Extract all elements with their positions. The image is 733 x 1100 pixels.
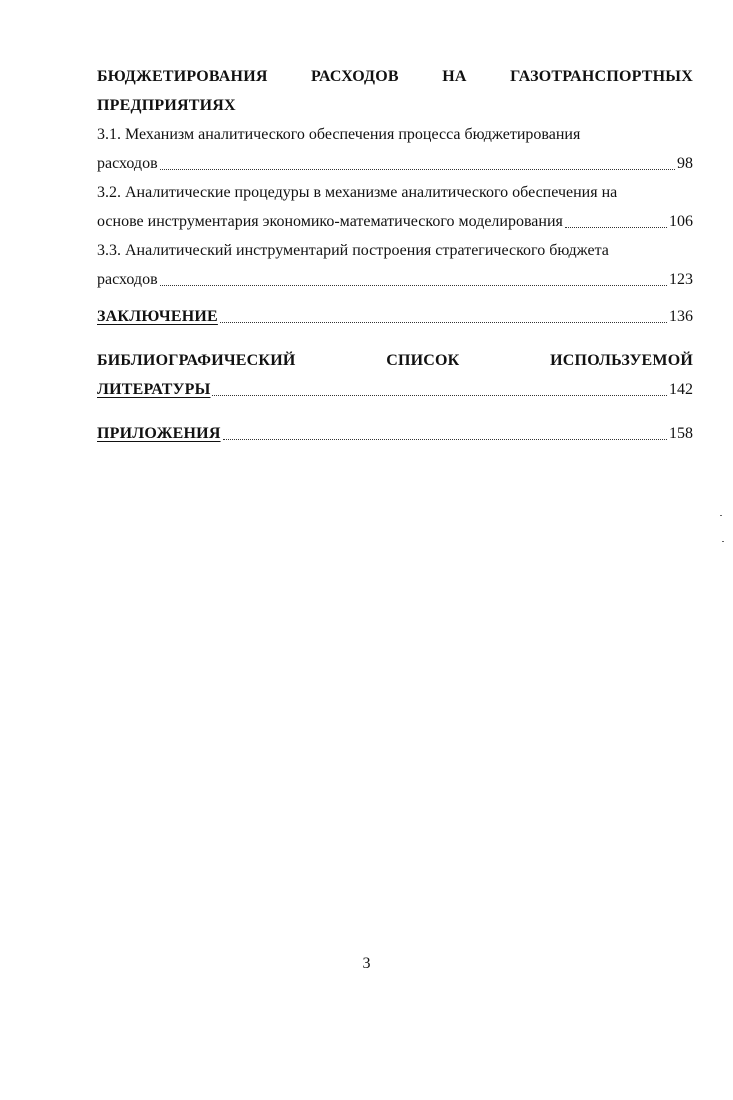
- toc-conclusion-title: ЗАКЛЮЧЕНИЕ: [97, 308, 218, 325]
- toc-bibliography-line1: [97, 350, 693, 372]
- toc-appendix: [97, 423, 693, 445]
- toc-conclusion: [97, 306, 693, 328]
- toc-page-number: 123: [669, 271, 693, 288]
- page-number: 3: [362, 955, 371, 972]
- toc-entry-3-2-leader: [97, 211, 693, 233]
- dot-leader: [160, 169, 675, 170]
- toc-page-number: 158: [669, 425, 693, 442]
- toc-bibliography-leader: [97, 379, 693, 401]
- chapter-heading-line2: ПРЕДПРИЯТИЯХ: [97, 97, 236, 114]
- dot-leader: [160, 285, 667, 286]
- toc-page-number: 142: [669, 381, 693, 398]
- toc-entry-3-3-title: 3.3. Аналитический инструментарий построения стратегического бюджета: [97, 242, 609, 259]
- heading-word: РАСХОДОВ: [311, 68, 399, 85]
- bibliography-word: БИБЛИОГРАФИЧЕСКИЙ: [97, 352, 296, 369]
- toc-page-number: 136: [669, 308, 693, 325]
- toc-entry-3-3-leader: [97, 269, 693, 291]
- dot-leader: [223, 439, 667, 440]
- heading-word: НА: [442, 68, 467, 85]
- toc-entry-text: расходов: [97, 271, 158, 288]
- chapter-heading-line1: [97, 66, 693, 88]
- toc-entry-text: расходов: [97, 155, 158, 172]
- bibliography-word: ИСПОЛЬЗУЕМОЙ: [550, 352, 693, 369]
- scan-speck: [720, 515, 722, 516]
- dot-leader: [220, 322, 667, 323]
- heading-word: ГАЗОТРАНСПОРТНЫХ: [510, 68, 693, 85]
- toc-entry-3-2-title: 3.2. Аналитические процедуры в механизме аналитического обеспечения на: [97, 184, 618, 201]
- toc-page-number: 106: [669, 213, 693, 230]
- toc-entry-3-1-leader: [97, 153, 693, 175]
- toc-bibliography-title: ЛИТЕРАТУРЫ: [97, 381, 211, 398]
- toc-appendix-title: ПРИЛОЖЕНИЯ: [97, 425, 221, 442]
- bibliography-word: СПИСОК: [386, 352, 460, 369]
- dot-leader: [212, 395, 667, 396]
- heading-word: БЮДЖЕТИРОВАНИЯ: [97, 68, 268, 85]
- dot-leader: [565, 227, 667, 228]
- scan-speck: [722, 541, 724, 542]
- toc-page-number: 98: [677, 155, 693, 172]
- toc-entry-text: основе инструментария экономико-математического моделирования: [97, 213, 563, 230]
- toc-entry-3-1-title: 3.1. Механизм аналитического обеспечения процесса бюджетирования: [97, 126, 581, 143]
